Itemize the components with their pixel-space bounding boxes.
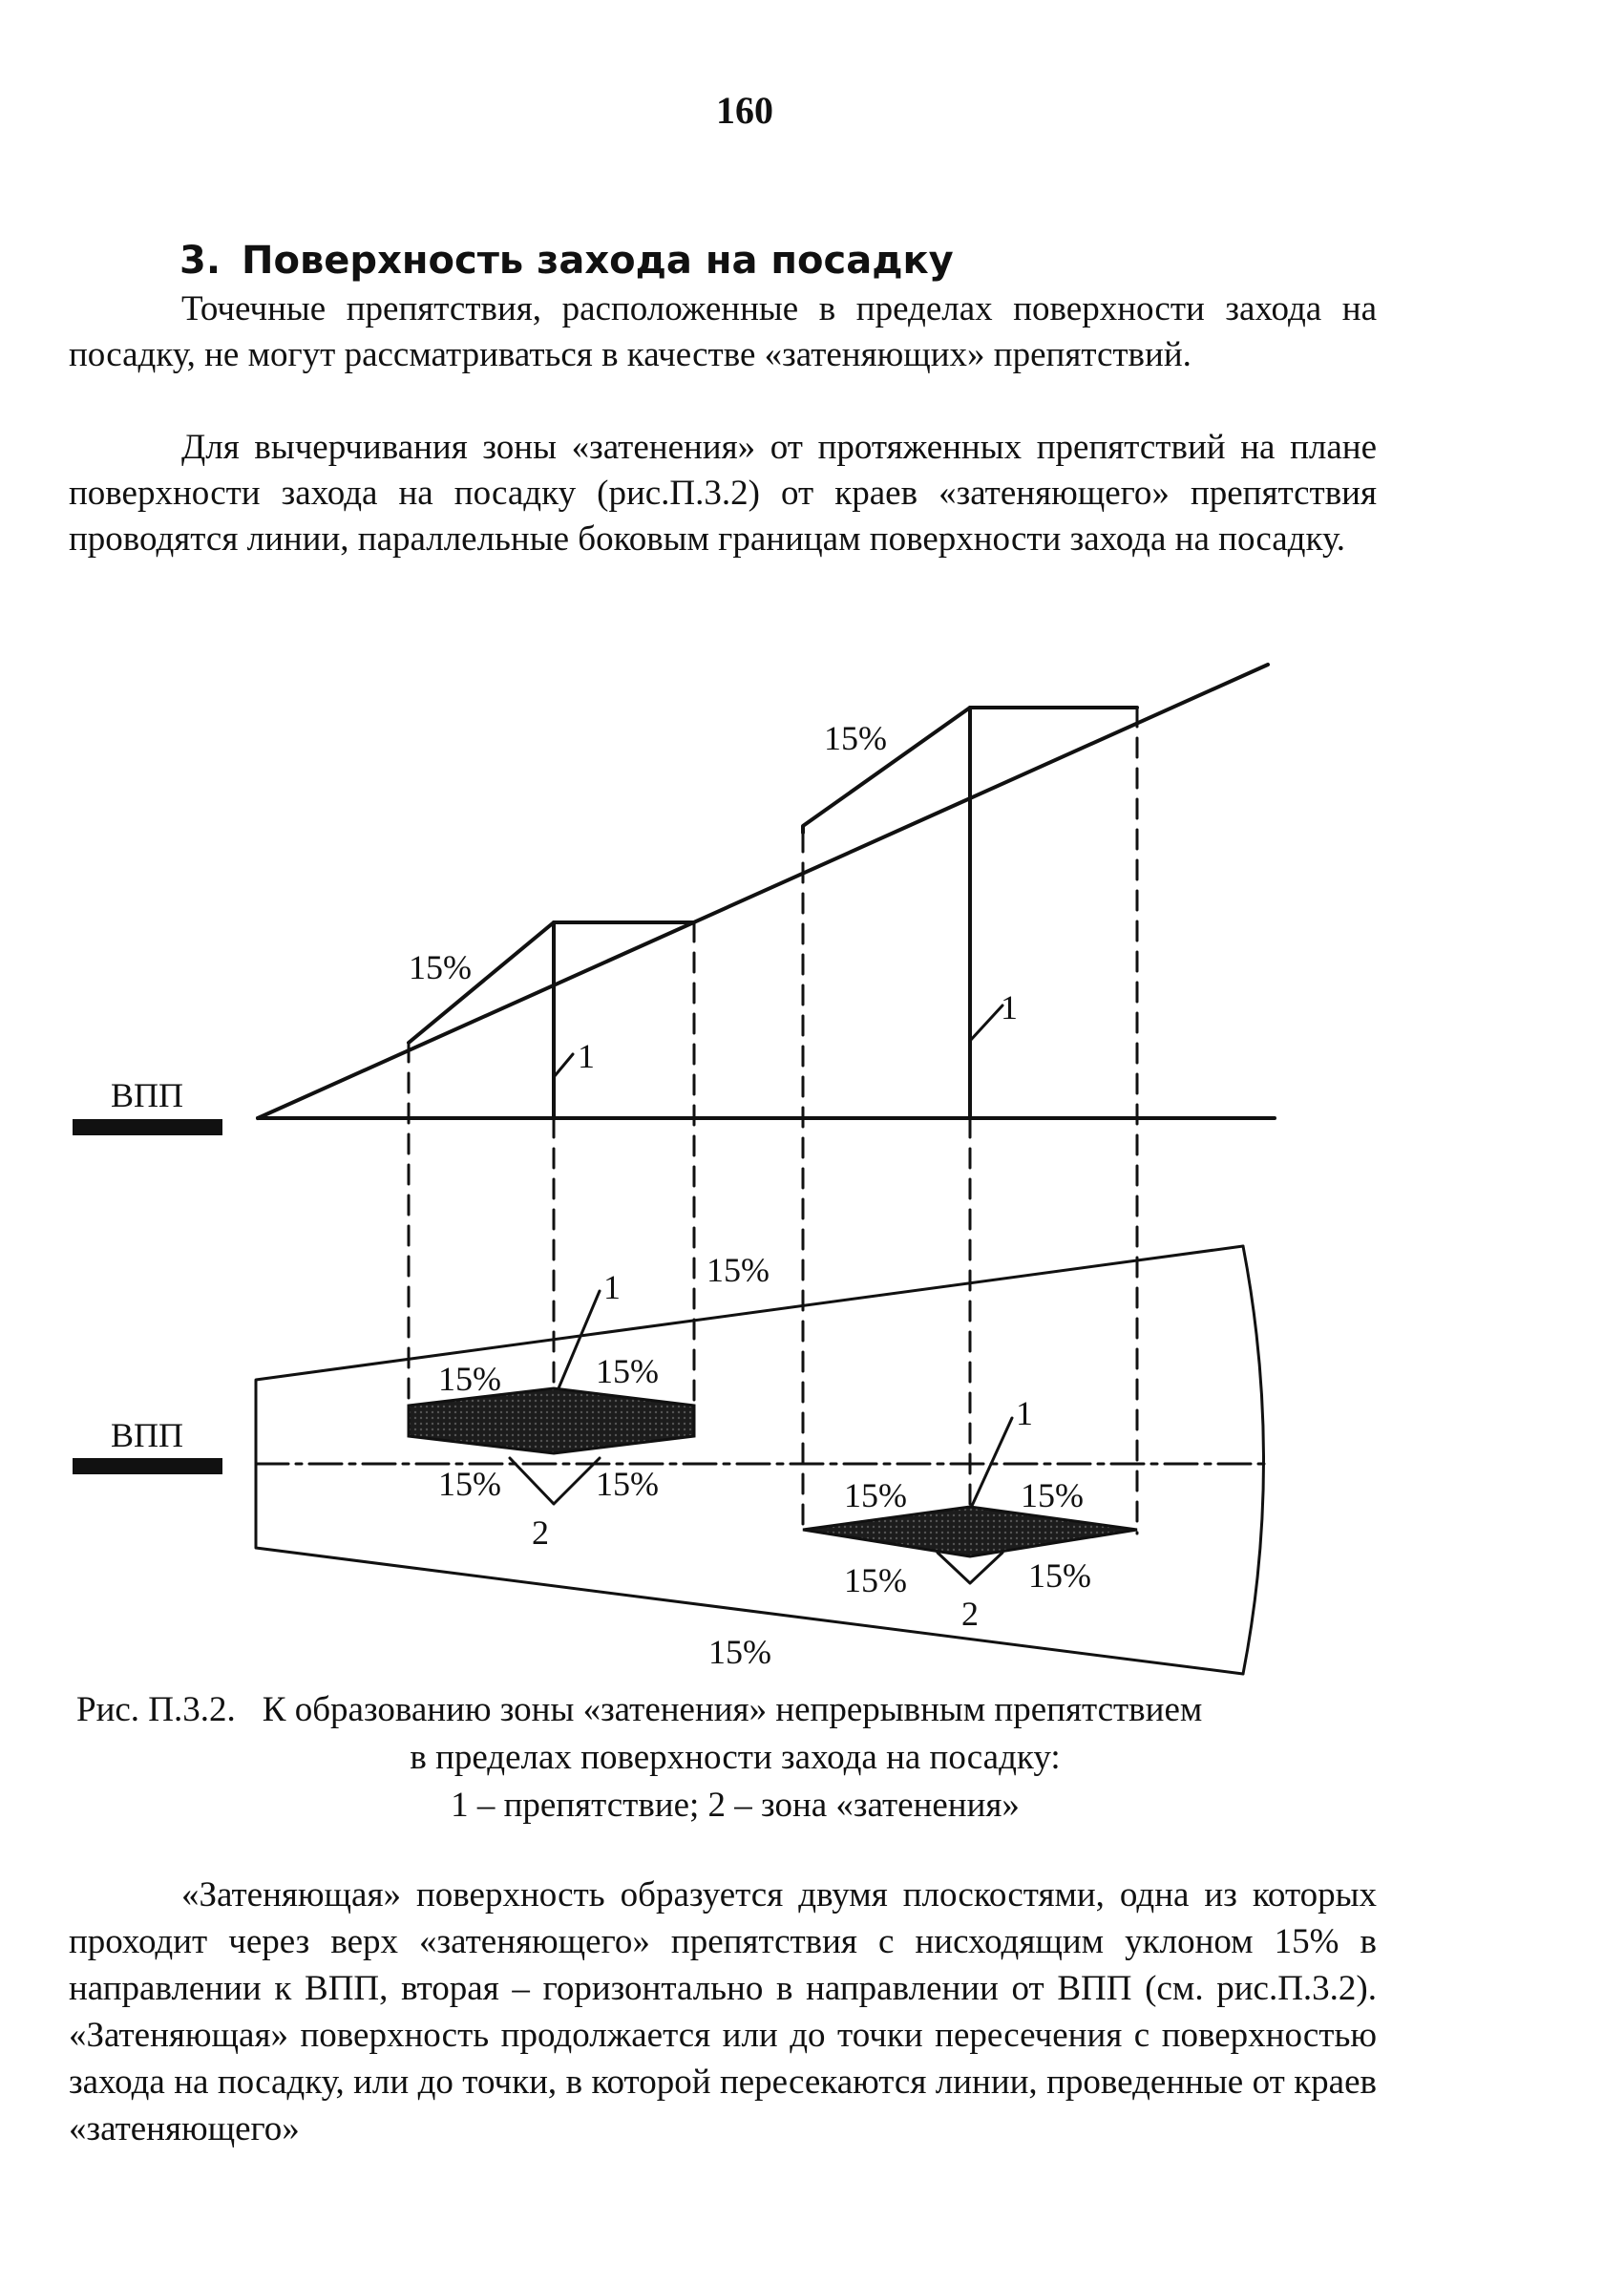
runway-bar-plan xyxy=(73,1458,222,1474)
paragraph-1: Точечные препятствия, расположенные в пределах поверхности захода на посадку, не могут рассматриваться в качестве «затеняющих» препятствий. xyxy=(69,289,1377,374)
paragraph-2: Для вычерчивания зоны «затенения» от протяженных препятствий на плане поверхности захода на посадку (рис.П.3.2) от краев «затеняющего» препятствия проводятся линии, параллельные боковым границам поверхности захода на посадку. xyxy=(69,428,1377,559)
caption-line-3: 1 – препятствие; 2 – зона «затенения» xyxy=(451,1786,1020,1825)
slope-label: 15% xyxy=(1028,1556,1091,1595)
caption-line-1: К образованию зоны «затенения» непрерывным препятствием xyxy=(262,1690,1203,1729)
caption-label: Рис. П.3.2. xyxy=(76,1690,236,1729)
runway-label-plan: ВПП xyxy=(111,1416,184,1454)
slope-label: 15% xyxy=(1021,1476,1084,1514)
slope-label: 15% xyxy=(844,1561,907,1599)
approach-surface-arc xyxy=(1243,1246,1264,1674)
shadow-marker: 2 xyxy=(961,1595,979,1633)
slope-label: 15% xyxy=(438,1465,501,1503)
obstacle-marker: 1 xyxy=(578,1037,595,1075)
page-number: 160 xyxy=(716,89,773,132)
slope-label: 15% xyxy=(707,1251,770,1289)
figure-caption xyxy=(67,1686,1403,1830)
slope-label: 15% xyxy=(596,1352,659,1390)
obstacle-marker: 1 xyxy=(1016,1394,1033,1432)
slope-label: 15% xyxy=(844,1476,907,1514)
slope-label: 15% xyxy=(824,719,887,757)
obstacle-marker: 1 xyxy=(603,1268,621,1306)
approach-surface-plan xyxy=(256,1246,1243,1674)
section-heading xyxy=(179,239,954,283)
paragraph-3: «Затеняющая» поверхность образуется двумя плоскостями, одна из которых проходит через верх «затеняющего» препятствия с нисходящим уклоном 15% в направлении к ВПП, вторая – горизонтально в направлении от ВПП (см. рис.П.3.2). «Затеняющая» поверхность продолжается или до точки пересечения с поверхностью захода на посадку, или до точки, в которой пересекаются линии, проведенные от краев «затеняющего» xyxy=(69,1875,1377,2148)
slope-label: 15% xyxy=(438,1360,501,1398)
caption-line-2: в пределах поверхности захода на посадку: xyxy=(410,1738,1061,1777)
section-number: 3. xyxy=(179,239,221,283)
obstacle-marker: 1 xyxy=(1001,988,1018,1026)
section-title: Поверхность захода на посадку xyxy=(242,239,954,283)
slope-label: 15% xyxy=(409,948,472,986)
shadow-zone-left xyxy=(409,1388,694,1453)
runway-bar-profile xyxy=(73,1119,222,1135)
figure-p3-2 xyxy=(0,649,1624,1681)
shadow-marker: 2 xyxy=(532,1513,549,1552)
runway-label-profile: ВПП xyxy=(111,1076,184,1114)
slope-label: 15% xyxy=(596,1465,659,1503)
slope-label: 15% xyxy=(708,1633,771,1671)
